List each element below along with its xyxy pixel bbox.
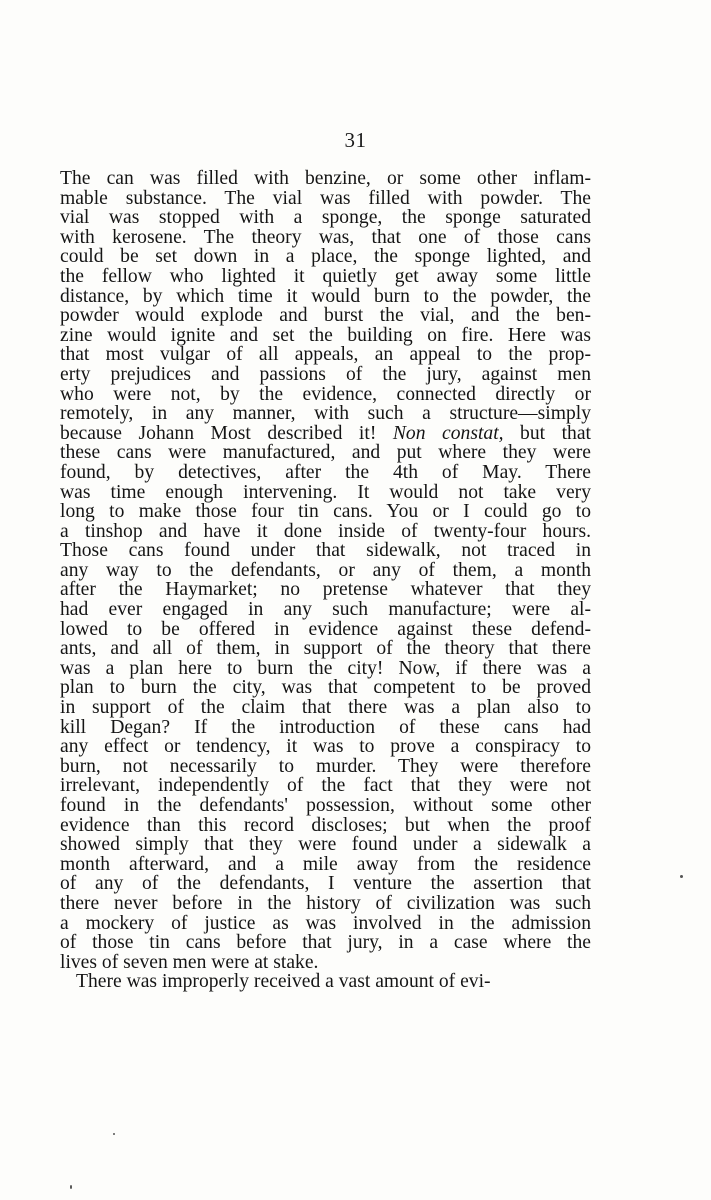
text-line: was time enough intervening. It would not take very	[60, 481, 591, 503]
text-line: a mockery of justice as was involved in the admission	[60, 912, 591, 934]
text-line: the fellow who lighted it quietly get away some little	[60, 265, 591, 287]
text-line: long to make those four tin cans. You or I could go to	[60, 501, 591, 523]
text-line: could be set down in a place, the sponge lighted, and	[60, 246, 591, 268]
text-line: a tinshop and have it done inside of twenty-four hours.	[60, 520, 591, 542]
text-line: had ever engaged in any such manufacture; were al-	[60, 599, 591, 621]
text-line: found in the defendants' possession, without some other	[60, 795, 591, 816]
text-line: burn, not necessarily to murder. They were therefore	[60, 755, 591, 777]
text-line: evidence than this record discloses; but when the proof	[60, 814, 591, 836]
text-line: vial was stopped with a sponge, the sponge saturated	[60, 207, 591, 229]
text-run: but that	[503, 422, 591, 444]
text-line: found, by detectives, after the 4th of May. There	[60, 461, 591, 483]
text-line: distance, by which time it would burn to the powder, the	[60, 285, 591, 307]
body-text	[60, 169, 591, 992]
text-line: of any of the defendants, I venture the assertion that	[60, 873, 591, 895]
text-line: irrelevant, independently of the fact that they were not	[60, 775, 591, 797]
text-line: The can was filled with benzine, or some other inflam-	[60, 168, 591, 189]
paper-speck	[70, 1185, 72, 1189]
text-line: ants, and all of them, in support of the theory that there	[60, 638, 591, 660]
text-line: these cans were manufactured, and put where they were	[60, 442, 591, 464]
text-line: kill Degan? If the introduction of these cans had	[60, 716, 591, 738]
text-line: plan to burn the city, was that competent to be proved	[60, 677, 591, 699]
text-line: with kerosene. The theory was, that one of those cans	[60, 226, 591, 248]
latin-phrase: Non constat,	[392, 422, 504, 444]
text-line: was a plan here to burn the city! Now, if there was a	[60, 657, 591, 679]
text-line: mable substance. The vial was filled with powder. The	[60, 187, 591, 209]
page-number: 31	[344, 128, 367, 152]
text-line: remotely, in any manner, with such a structure—simply	[60, 403, 591, 425]
text-line: There was improperly received a vast amount of evi-	[76, 971, 491, 993]
text-line: of those tin cans before that jury, in a case where the	[60, 932, 591, 954]
text-line: zine would ignite and set the building on fire. Here was	[60, 324, 591, 346]
text-line: Those cans found under that sidewalk, not traced in	[60, 540, 591, 562]
text-line: after the Haymarket; no pretense whatever that they	[60, 579, 591, 601]
paper-speck	[113, 1133, 115, 1135]
text-line: that most vulgar of all appeals, an appeal to the prop-	[60, 344, 591, 366]
text-line: there never before in the history of civilization was such	[60, 892, 591, 914]
text-line: who were not, by the evidence, connected directly or	[60, 383, 591, 405]
text-line: erty prejudices and passions of the jury, against men	[60, 363, 591, 385]
text-line: lives of seven men were at stake.	[60, 951, 319, 973]
text-line	[60, 424, 591, 444]
text-line: in support of the claim that there was a plan also to	[60, 697, 591, 719]
text-line: showed simply that they were found under a sidewalk a	[60, 834, 591, 856]
paper-speck	[680, 875, 683, 878]
text-line: any effect or tendency, it was to prove a conspiracy to	[60, 736, 591, 758]
text-run: because Johann Most described it!	[60, 422, 393, 444]
text-line: lowed to be offered in evidence against these defend-	[60, 618, 591, 640]
text-line: month afterward, and a mile away from the residence	[60, 853, 591, 875]
text-line: powder would explode and burst the vial, and the ben-	[60, 305, 591, 327]
text-line: any way to the defendants, or any of them, a month	[60, 559, 591, 581]
